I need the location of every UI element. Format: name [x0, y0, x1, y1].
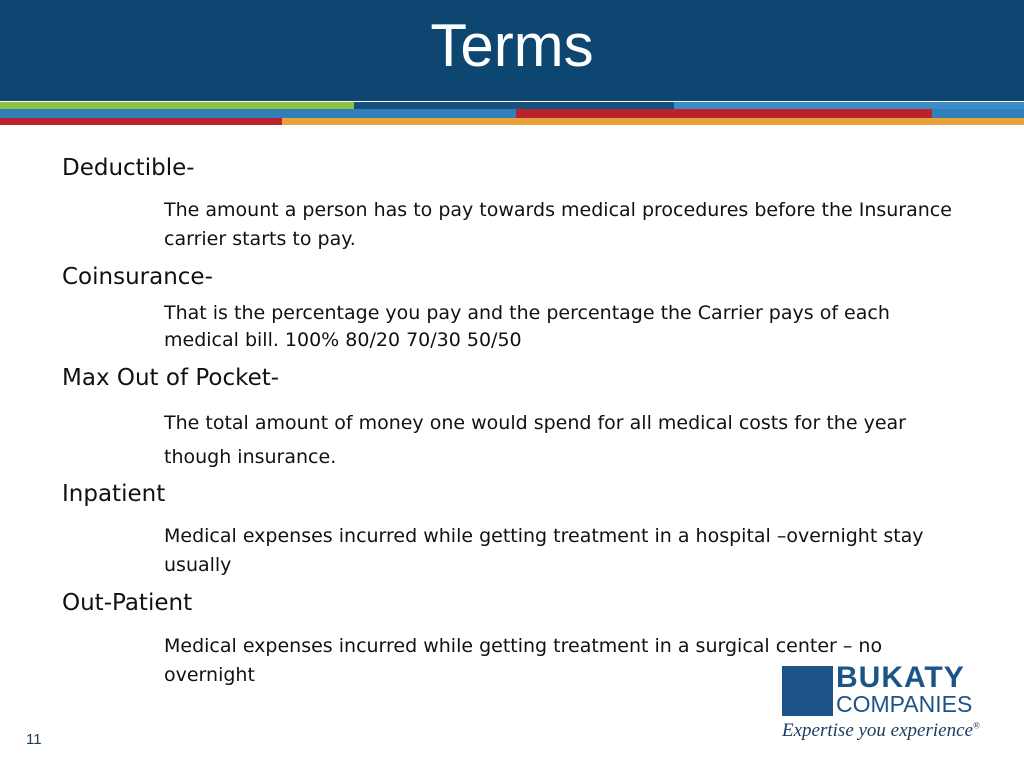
term-out-patient: Out-Patient: [62, 590, 193, 616]
term-max-out-of-pocket: Max Out of Pocket-: [62, 365, 280, 391]
definition-max-out-of-pocket: The total amount of money one would spend for all medical costs for the year though insurance.: [164, 412, 906, 468]
term-inpatient: Inpatient: [62, 481, 166, 507]
slide-title: Terms: [430, 12, 594, 79]
definition-out-patient: Medical expenses incurred while getting treatment in a surgical center – no overnight: [164, 635, 883, 686]
term-deductible: Deductible-: [62, 155, 195, 181]
logo-name: BUKATY: [836, 661, 965, 694]
term-coinsurance: Coinsurance-: [62, 264, 213, 290]
logo-tagline-text: Expertise you experience: [782, 720, 973, 741]
logo-tagline: [782, 720, 980, 742]
logo-subtitle: COMPANIES: [836, 691, 973, 717]
definition-deductible: The amount a person has to pay towards medical procedures before the Insurance carrier starts to pay.: [164, 199, 952, 250]
company-logo: [782, 661, 996, 746]
registered-mark: ®: [972, 720, 980, 731]
logo-square-icon: [782, 666, 833, 716]
page-number: 11: [26, 731, 42, 748]
definition-coinsurance: That is the percentage you pay and the percentage the Carrier pays of each medical bill. 100% 80/20 70/30 50/50: [164, 302, 890, 351]
definition-inpatient: Medical expenses incurred while getting treatment in a hospital –overnight stay usually: [164, 525, 924, 576]
